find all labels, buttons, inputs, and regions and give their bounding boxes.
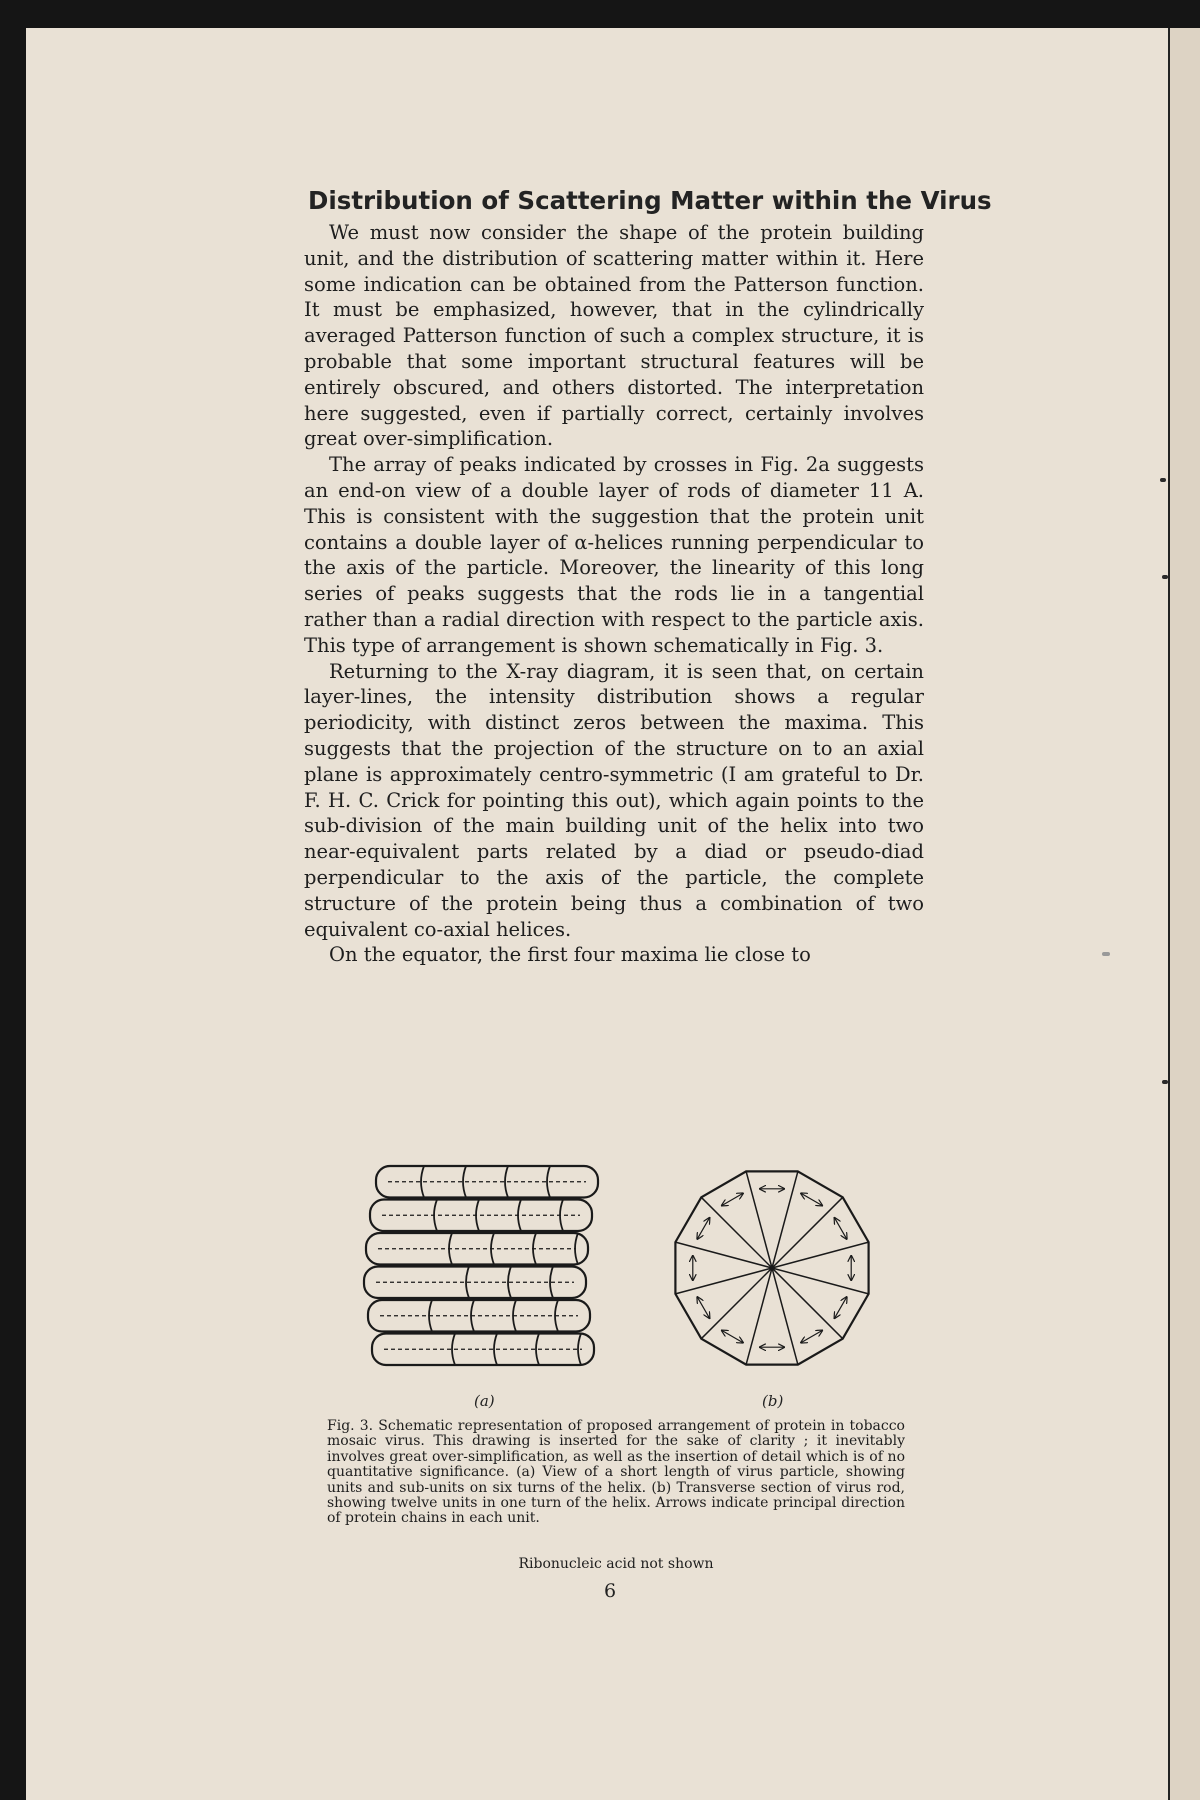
protein-chain-direction-arrow [835, 1218, 847, 1239]
page-number: 6 [603, 1580, 617, 1602]
unit-radial-divider [772, 1197, 843, 1268]
unit-radial-divider [772, 1242, 869, 1268]
unit-radial-divider [746, 1268, 772, 1365]
adjacent-page-edge [1168, 28, 1200, 1800]
ink-smudge [1162, 575, 1168, 579]
unit-radial-divider [675, 1268, 772, 1294]
protein-chain-direction-arrow [722, 1331, 743, 1343]
figure-label-a: (a) [474, 1392, 495, 1410]
figure-3a-rod-stack [354, 1162, 610, 1374]
paragraph: We must now consider the shape of the protein building unit, and the distribution of scattering matter within it. Here some indication can be obtained from the Patterson function. It must be emphasized, however, that in the cylindrically averaged Patterson function of such a complex structure, it is probable that some important structural features will be entirely obscured, and others distorted. The interpretation here suggested, even if partially correct, certainly involves great over-simplification. [304, 221, 924, 451]
unit-radial-divider [675, 1242, 772, 1268]
protein-chain-direction-arrow [801, 1331, 822, 1343]
protein-chain-direction-arrow [835, 1297, 847, 1318]
unit-radial-divider [772, 1268, 798, 1365]
figure-caption: Fig. 3. Schematic representation of proposed arrangement of protein in tobacco mosaic virus. This drawing is inserted for the sake of clarity ; it inevitably involves great over-simplification, as well as the insertion of detail which is of no quantitative significance. (a) View of a short length of virus particle, showing units and sub-units on six turns of the helix. (b) Transverse section of virus rod, showing twelve units in one turn of the helix. Arrows indicate principal direction of protein chains in each unit. [327, 1418, 905, 1527]
unit-radial-divider [746, 1171, 772, 1268]
unit-radial-divider [772, 1268, 843, 1339]
paragraph: Returning to the X-ray diagram, it is seen that, on certain layer-lines, the intensity distribution shows a regular periodicity, with distinct zeros between the maxima. This suggests that the projection of the structure on to an axial plane is approximately centro-symmetric (I am grateful to Dr. F. H. C. Crick for pointing this out), which again points to the sub-division of the main building unit of the helix into two near-equivalent parts related by a diad or pseudo-diad perpendicular to the axis of the particle, the complete structure of the protein being thus a combination of two equivalent co-axial helices. [304, 659, 924, 941]
figure-label-b: (b) [762, 1392, 784, 1410]
ink-smudge [1160, 478, 1166, 482]
protein-chain-direction-arrow [722, 1193, 743, 1205]
unit-radial-divider [772, 1268, 869, 1294]
ink-smudge [1162, 1080, 1168, 1084]
unit-radial-divider [701, 1268, 772, 1339]
unit-boundary [434, 1200, 437, 1232]
section-heading: Distribution of Scattering Matter within the Virus [308, 186, 992, 215]
figure-caption-last-line: Ribonucleic acid not shown [518, 1556, 714, 1572]
paragraph: On the equator, the first four maxima lie close to [329, 943, 811, 967]
protein-chain-direction-arrow [697, 1218, 709, 1239]
body-text [304, 220, 924, 968]
unit-radial-divider [701, 1197, 772, 1268]
ink-smudge [1102, 952, 1110, 956]
unit-radial-divider [772, 1171, 798, 1268]
unit-boundary [560, 1200, 563, 1232]
paragraph: The array of peaks indicated by crosses in Fig. 2a suggests an end-on view of a double layer of rods of diameter 11 A. This is consistent with the suggestion that the protein unit contains a double layer of α-helices running perpendicular to the axis of the particle. Moreover, the linearity of this long series of peaks suggests that the rods lie in a tangential rather than a radial direction with respect to the particle axis. This type of arrangement is shown schematically in Fig. 3. [304, 453, 924, 657]
unit-boundary [518, 1200, 521, 1232]
unit-boundary [575, 1233, 578, 1265]
unit-boundary [476, 1200, 479, 1232]
protein-chain-direction-arrow [697, 1297, 709, 1318]
figure-3b-cross-section [662, 1150, 882, 1380]
protein-chain-direction-arrow [801, 1193, 822, 1205]
